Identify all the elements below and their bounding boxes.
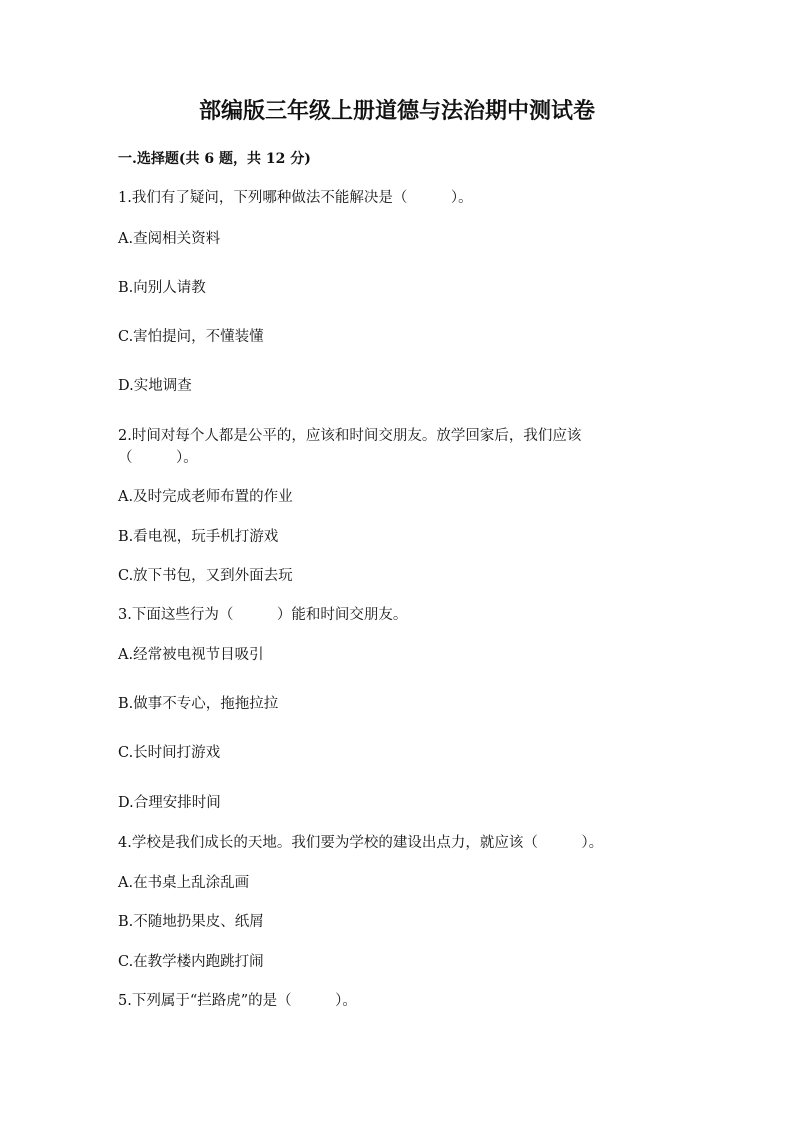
- section-heading: 一.选择题(共 6 题，共 12 分): [118, 151, 311, 167]
- question-3-option-c[interactable]: C.长时间打游戏: [118, 745, 221, 761]
- question-4-option-a[interactable]: A.在书桌上乱涂乱画: [118, 875, 250, 891]
- question-3-stem: 3.下面这些行为（ ）能和时间交朋友。: [118, 607, 408, 623]
- question-2-stem: 2.时间对每个人都是公平的，应该和时间交朋友。放学回家后，我们应该: [118, 428, 582, 444]
- question-3-option-a[interactable]: A.经常被电视节目吸引: [118, 647, 264, 663]
- question-1-option-b[interactable]: B.向别人请教: [118, 280, 206, 296]
- question-2-option-b[interactable]: B.看电视，玩手机打游戏: [118, 529, 279, 545]
- question-1-stem: 1.我们有了疑问，下列哪种做法不能解决是（ ）。: [118, 190, 473, 206]
- question-1-option-c[interactable]: C.害怕提问，不懂装懂: [118, 329, 264, 345]
- page-title: 部编版三年级上册道德与法治期中测试卷: [198, 98, 595, 124]
- question-3-option-b[interactable]: B.做事不专心，拖拖拉拉: [118, 696, 279, 712]
- question-4-option-b[interactable]: B.不随地扔果皮、纸屑: [118, 914, 264, 930]
- question-1-option-d[interactable]: D.实地调查: [118, 378, 192, 394]
- question-1-option-a[interactable]: A.查阅相关资料: [118, 231, 221, 247]
- question-2-option-c[interactable]: C.放下书包，又到外面去玩: [118, 568, 293, 584]
- question-4-option-c[interactable]: C.在教学楼内跑跳打闹: [118, 954, 264, 970]
- question-2-stem-continued: （ ）。: [118, 450, 198, 466]
- question-2-option-a[interactable]: A.及时完成老师布置的作业: [118, 489, 293, 505]
- question-4-stem: 4.学校是我们成长的天地。我们要为学校的建设出点力，就应该（ ）。: [118, 835, 604, 851]
- question-3-option-d[interactable]: D.合理安排时间: [118, 795, 221, 811]
- question-5-stem: 5.下列属于“拦路虎”的是（ ）。: [118, 993, 357, 1009]
